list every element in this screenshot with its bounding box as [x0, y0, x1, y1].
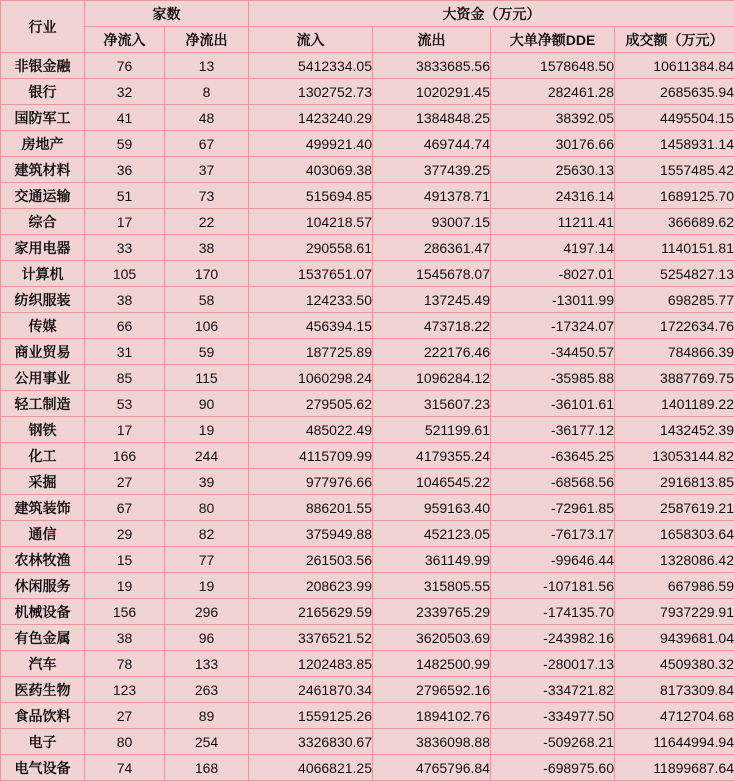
- cell-dde: 30176.66: [491, 131, 615, 157]
- cell-industry: 家用电器: [1, 235, 85, 261]
- cell-inflow: 279505.62: [249, 391, 373, 417]
- cell-dde: -280017.13: [491, 651, 615, 677]
- cell-inflow: 403069.38: [249, 157, 373, 183]
- cell-net-outflow-count: 19: [165, 573, 249, 599]
- cell-net-inflow-count: 53: [85, 391, 165, 417]
- cell-net-outflow-count: 13: [165, 53, 249, 79]
- cell-net-inflow-count: 41: [85, 105, 165, 131]
- cell-turnover: 667986.59: [615, 573, 734, 599]
- cell-turnover: 10611384.84: [615, 53, 734, 79]
- cell-net-inflow-count: 36: [85, 157, 165, 183]
- cell-net-outflow-count: 82: [165, 521, 249, 547]
- cell-turnover: 1458931.14: [615, 131, 734, 157]
- table-row: [1, 313, 734, 339]
- cell-inflow: 208623.99: [249, 573, 373, 599]
- cell-industry: 轻工制造: [1, 391, 85, 417]
- table-row: [1, 261, 734, 287]
- cell-inflow: 1537651.07: [249, 261, 373, 287]
- cell-industry: 银行: [1, 79, 85, 105]
- cell-dde: -34450.57: [491, 339, 615, 365]
- cell-net-inflow-count: 27: [85, 469, 165, 495]
- cell-turnover: 8173309.84: [615, 677, 734, 703]
- cell-industry: 国防军工: [1, 105, 85, 131]
- cell-industry: 商业贸易: [1, 339, 85, 365]
- cell-net-inflow-count: 85: [85, 365, 165, 391]
- cell-industry: 医药生物: [1, 677, 85, 703]
- cell-inflow: 1302752.73: [249, 79, 373, 105]
- group-header-count: 家数: [85, 1, 249, 27]
- cell-net-inflow-count: 76: [85, 53, 165, 79]
- table-row: [1, 755, 734, 781]
- cell-dde: -509268.21: [491, 729, 615, 755]
- cell-industry: 采掘: [1, 469, 85, 495]
- cell-industry: 休闲服务: [1, 573, 85, 599]
- cell-outflow: 469744.74: [373, 131, 491, 157]
- cell-net-inflow-count: 80: [85, 729, 165, 755]
- cell-inflow: 290558.61: [249, 235, 373, 261]
- cell-dde: 24316.14: [491, 183, 615, 209]
- cell-inflow: 261503.56: [249, 547, 373, 573]
- cell-turnover: 2916813.85: [615, 469, 734, 495]
- cell-dde: 1578648.50: [491, 53, 615, 79]
- cell-net-inflow-count: 66: [85, 313, 165, 339]
- cell-turnover: 1689125.70: [615, 183, 734, 209]
- table-row: [1, 417, 734, 443]
- cell-outflow: 491378.71: [373, 183, 491, 209]
- cell-net-inflow-count: 27: [85, 703, 165, 729]
- cell-turnover: 4509380.32: [615, 651, 734, 677]
- cell-dde: 38392.05: [491, 105, 615, 131]
- cell-outflow: 4179355.24: [373, 443, 491, 469]
- cell-net-outflow-count: 168: [165, 755, 249, 781]
- table-row: [1, 625, 734, 651]
- cell-net-outflow-count: 67: [165, 131, 249, 157]
- cell-net-inflow-count: 74: [85, 755, 165, 781]
- cell-dde: -334721.82: [491, 677, 615, 703]
- table-row: [1, 235, 734, 261]
- cell-industry: 钢铁: [1, 417, 85, 443]
- cell-industry: 建筑装饰: [1, 495, 85, 521]
- cell-net-inflow-count: 105: [85, 261, 165, 287]
- cell-outflow: 521199.61: [373, 417, 491, 443]
- cell-industry: 机械设备: [1, 599, 85, 625]
- table-row: [1, 339, 734, 365]
- cell-inflow: 4115709.99: [249, 443, 373, 469]
- column-header-outflow: 流出: [373, 27, 491, 53]
- cell-inflow: 499921.40: [249, 131, 373, 157]
- cell-inflow: 1202483.85: [249, 651, 373, 677]
- cell-net-inflow-count: 51: [85, 183, 165, 209]
- cell-industry: 电子: [1, 729, 85, 755]
- cell-dde: 4197.14: [491, 235, 615, 261]
- cell-outflow: 1020291.45: [373, 79, 491, 105]
- table-row: [1, 183, 734, 209]
- cell-industry: 公用事业: [1, 365, 85, 391]
- cell-net-outflow-count: 106: [165, 313, 249, 339]
- cell-turnover: 1328086.42: [615, 547, 734, 573]
- column-header-net-inflow-count: 净流入: [85, 27, 165, 53]
- cell-outflow: 1384848.25: [373, 105, 491, 131]
- table-row: [1, 651, 734, 677]
- cell-net-outflow-count: 38: [165, 235, 249, 261]
- cell-outflow: 959163.40: [373, 495, 491, 521]
- cell-turnover: 784866.39: [615, 339, 734, 365]
- cell-turnover: 698285.77: [615, 287, 734, 313]
- cell-dde: -698975.60: [491, 755, 615, 781]
- column-header-inflow: 流入: [249, 27, 373, 53]
- cell-net-outflow-count: 77: [165, 547, 249, 573]
- cell-net-inflow-count: 31: [85, 339, 165, 365]
- cell-outflow: 452123.05: [373, 521, 491, 547]
- cell-net-outflow-count: 37: [165, 157, 249, 183]
- cell-industry: 食品饮料: [1, 703, 85, 729]
- table-row: [1, 365, 734, 391]
- table-row: [1, 157, 734, 183]
- cell-net-outflow-count: 80: [165, 495, 249, 521]
- column-header-net-outflow-count: 净流出: [165, 27, 249, 53]
- table-row: [1, 443, 734, 469]
- cell-industry: 非银金融: [1, 53, 85, 79]
- cell-net-outflow-count: 90: [165, 391, 249, 417]
- group-header-capital: 大资金（万元）: [249, 1, 734, 27]
- cell-inflow: 375949.88: [249, 521, 373, 547]
- cell-net-outflow-count: 96: [165, 625, 249, 651]
- cell-inflow: 104218.57: [249, 209, 373, 235]
- cell-dde: -99646.44: [491, 547, 615, 573]
- cell-net-outflow-count: 59: [165, 339, 249, 365]
- column-header-dde: 大单净额DDE: [491, 27, 615, 53]
- cell-dde: -63645.25: [491, 443, 615, 469]
- cell-inflow: 4066821.25: [249, 755, 373, 781]
- cell-turnover: 13053144.82: [615, 443, 734, 469]
- cell-outflow: 315805.55: [373, 573, 491, 599]
- cell-dde: -76173.17: [491, 521, 615, 547]
- cell-net-inflow-count: 17: [85, 417, 165, 443]
- table-row: [1, 391, 734, 417]
- cell-turnover: 1722634.76: [615, 313, 734, 339]
- cell-dde: -17324.07: [491, 313, 615, 339]
- cell-industry: 房地产: [1, 131, 85, 157]
- cell-inflow: 3326830.67: [249, 729, 373, 755]
- cell-turnover: 9439681.04: [615, 625, 734, 651]
- table-row: [1, 53, 734, 79]
- cell-inflow: 485022.49: [249, 417, 373, 443]
- cell-turnover: 11899687.64: [615, 755, 734, 781]
- cell-net-outflow-count: 39: [165, 469, 249, 495]
- cell-outflow: 3620503.69: [373, 625, 491, 651]
- cell-net-outflow-count: 19: [165, 417, 249, 443]
- cell-outflow: 1482500.99: [373, 651, 491, 677]
- cell-inflow: 515694.85: [249, 183, 373, 209]
- cell-industry: 电气设备: [1, 755, 85, 781]
- cell-net-inflow-count: 38: [85, 287, 165, 313]
- cell-inflow: 124233.50: [249, 287, 373, 313]
- table-row: [1, 599, 734, 625]
- cell-net-inflow-count: 59: [85, 131, 165, 157]
- cell-net-outflow-count: 73: [165, 183, 249, 209]
- cell-net-inflow-count: 33: [85, 235, 165, 261]
- group-header-industry: 行业: [1, 1, 85, 53]
- cell-net-inflow-count: 166: [85, 443, 165, 469]
- table-body: [1, 53, 734, 781]
- cell-turnover: 11644994.94: [615, 729, 734, 755]
- cell-net-outflow-count: 8: [165, 79, 249, 105]
- table-row: [1, 79, 734, 105]
- table-row: [1, 209, 734, 235]
- table-row: [1, 547, 734, 573]
- cell-turnover: 2587619.21: [615, 495, 734, 521]
- cell-inflow: 187725.89: [249, 339, 373, 365]
- cell-dde: 25630.13: [491, 157, 615, 183]
- cell-outflow: 93007.15: [373, 209, 491, 235]
- cell-turnover: 1401189.22: [615, 391, 734, 417]
- cell-net-outflow-count: 48: [165, 105, 249, 131]
- cell-outflow: 3836098.88: [373, 729, 491, 755]
- cell-inflow: 456394.15: [249, 313, 373, 339]
- cell-net-outflow-count: 89: [165, 703, 249, 729]
- cell-net-outflow-count: 296: [165, 599, 249, 625]
- cell-net-inflow-count: 29: [85, 521, 165, 547]
- cell-industry: 汽车: [1, 651, 85, 677]
- cell-net-outflow-count: 263: [165, 677, 249, 703]
- cell-outflow: 377439.25: [373, 157, 491, 183]
- cell-inflow: 1060298.24: [249, 365, 373, 391]
- cell-outflow: 3833685.56: [373, 53, 491, 79]
- cell-net-outflow-count: 115: [165, 365, 249, 391]
- cell-industry: 建筑材料: [1, 157, 85, 183]
- cell-turnover: 5254827.13: [615, 261, 734, 287]
- cell-dde: -36101.61: [491, 391, 615, 417]
- column-header-turnover: 成交额（万元）: [615, 27, 734, 53]
- cell-inflow: 886201.55: [249, 495, 373, 521]
- cell-outflow: 1894102.76: [373, 703, 491, 729]
- cell-dde: -334977.50: [491, 703, 615, 729]
- cell-dde: 11211.41: [491, 209, 615, 235]
- cell-outflow: 1545678.07: [373, 261, 491, 287]
- table-row: [1, 469, 734, 495]
- cell-inflow: 977976.66: [249, 469, 373, 495]
- table-header: [1, 1, 734, 53]
- cell-turnover: 4495504.15: [615, 105, 734, 131]
- cell-dde: -174135.70: [491, 599, 615, 625]
- cell-turnover: 1557485.42: [615, 157, 734, 183]
- cell-net-inflow-count: 19: [85, 573, 165, 599]
- cell-net-outflow-count: 244: [165, 443, 249, 469]
- cell-outflow: 315607.23: [373, 391, 491, 417]
- cell-net-inflow-count: 123: [85, 677, 165, 703]
- table-row: [1, 287, 734, 313]
- cell-turnover: 2685635.94: [615, 79, 734, 105]
- cell-turnover: 7937229.91: [615, 599, 734, 625]
- table-row: [1, 729, 734, 755]
- table-row: [1, 573, 734, 599]
- table-column-header-row: [1, 27, 734, 53]
- cell-outflow: 2339765.29: [373, 599, 491, 625]
- table-row: [1, 105, 734, 131]
- cell-industry: 传媒: [1, 313, 85, 339]
- cell-outflow: 2796592.16: [373, 677, 491, 703]
- table-row: [1, 131, 734, 157]
- cell-dde: -107181.56: [491, 573, 615, 599]
- cell-outflow: 4765796.84: [373, 755, 491, 781]
- cell-inflow: 1423240.29: [249, 105, 373, 131]
- cell-net-inflow-count: 156: [85, 599, 165, 625]
- table-row: [1, 495, 734, 521]
- cell-inflow: 2461870.34: [249, 677, 373, 703]
- cell-dde: -243982.16: [491, 625, 615, 651]
- cell-net-outflow-count: 254: [165, 729, 249, 755]
- cell-inflow: 1559125.26: [249, 703, 373, 729]
- cell-turnover: 366689.62: [615, 209, 734, 235]
- cell-outflow: 222176.46: [373, 339, 491, 365]
- cell-net-outflow-count: 22: [165, 209, 249, 235]
- cell-net-outflow-count: 170: [165, 261, 249, 287]
- cell-dde: 282461.28: [491, 79, 615, 105]
- cell-net-inflow-count: 67: [85, 495, 165, 521]
- cell-net-inflow-count: 15: [85, 547, 165, 573]
- cell-industry: 化工: [1, 443, 85, 469]
- cell-industry: 有色金属: [1, 625, 85, 651]
- cell-dde: -13011.99: [491, 287, 615, 313]
- cell-net-outflow-count: 58: [165, 287, 249, 313]
- cell-industry: 通信: [1, 521, 85, 547]
- cell-dde: -35985.88: [491, 365, 615, 391]
- cell-turnover: 4712704.68: [615, 703, 734, 729]
- cell-dde: -72961.85: [491, 495, 615, 521]
- cell-dde: -68568.56: [491, 469, 615, 495]
- cell-turnover: 1140151.81: [615, 235, 734, 261]
- cell-net-outflow-count: 133: [165, 651, 249, 677]
- cell-net-inflow-count: 32: [85, 79, 165, 105]
- cell-inflow: 2165629.59: [249, 599, 373, 625]
- cell-inflow: 5412334.05: [249, 53, 373, 79]
- cell-industry: 农林牧渔: [1, 547, 85, 573]
- cell-dde: -8027.01: [491, 261, 615, 287]
- cell-industry: 纺织服装: [1, 287, 85, 313]
- cell-industry: 交通运输: [1, 183, 85, 209]
- table-row: [1, 521, 734, 547]
- cell-outflow: 473718.22: [373, 313, 491, 339]
- cell-turnover: 1658303.64: [615, 521, 734, 547]
- cell-net-inflow-count: 78: [85, 651, 165, 677]
- cell-industry: 综合: [1, 209, 85, 235]
- cell-outflow: 286361.47: [373, 235, 491, 261]
- cell-outflow: 361149.99: [373, 547, 491, 573]
- cell-turnover: 3887769.75: [615, 365, 734, 391]
- cell-net-inflow-count: 38: [85, 625, 165, 651]
- cell-turnover: 1432452.39: [615, 417, 734, 443]
- cell-industry: 计算机: [1, 261, 85, 287]
- cell-outflow: 1046545.22: [373, 469, 491, 495]
- cell-inflow: 3376521.52: [249, 625, 373, 651]
- cell-dde: -36177.12: [491, 417, 615, 443]
- cell-outflow: 137245.49: [373, 287, 491, 313]
- cell-outflow: 1096284.12: [373, 365, 491, 391]
- cell-net-inflow-count: 17: [85, 209, 165, 235]
- table-row: [1, 677, 734, 703]
- table-group-header-row: [1, 1, 734, 27]
- table-row: [1, 703, 734, 729]
